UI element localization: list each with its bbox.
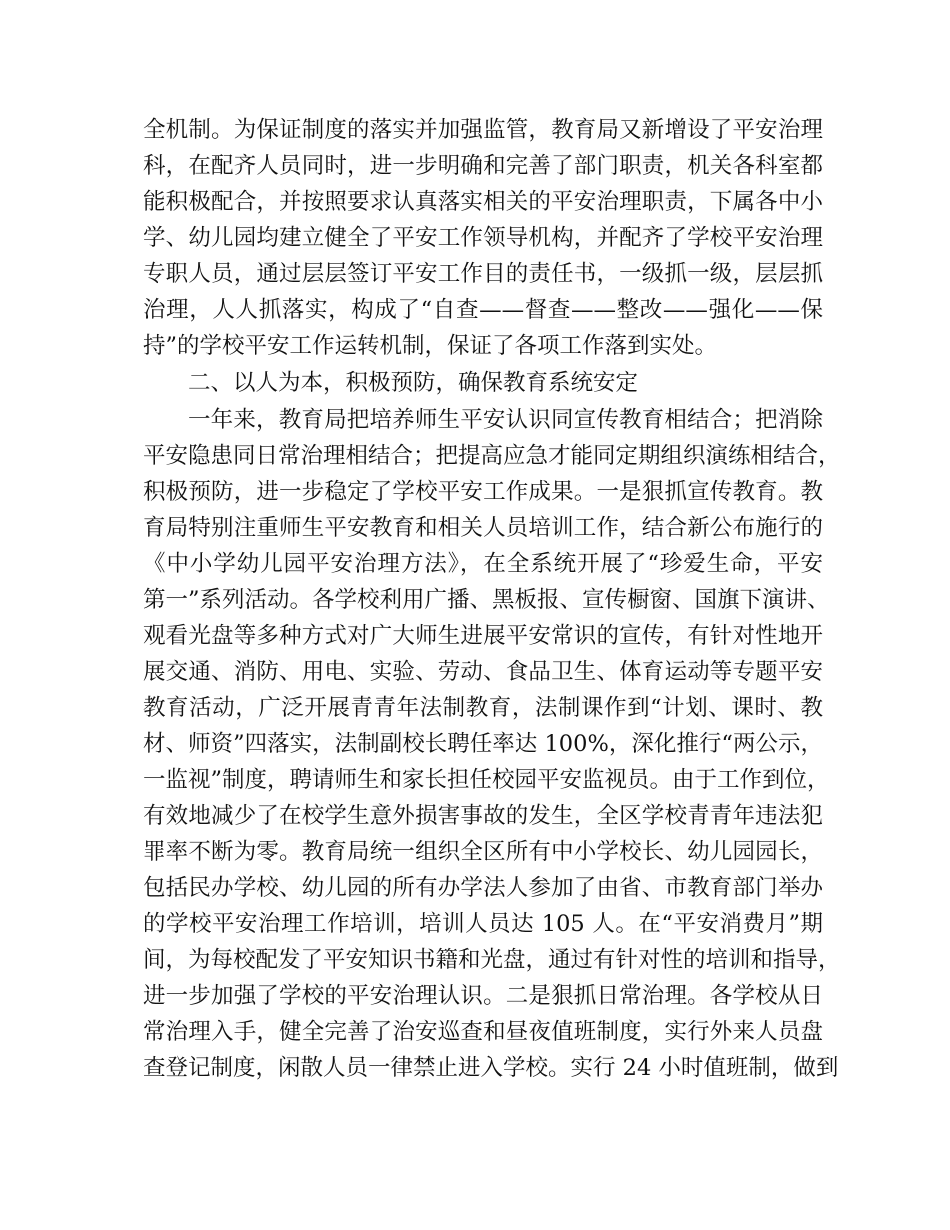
paragraph-line: 的学校平安治理工作培训，培训人员达 105 人。在“平安消费月”期 <box>143 911 823 937</box>
paragraph-line: 查登记制度，闲散人员一律禁止进入学校。实行 24 小时值班制，做到 <box>143 1055 839 1081</box>
paragraph-line: 一年来，教育局把培养师生平安认识同宣传教育相结合；把消除 <box>188 407 823 433</box>
paragraph-line: 进一步加强了学校的平安治理认识。二是狠抓日常治理。各学校从日 <box>143 983 823 1009</box>
paragraph-line: 间，为每校配发了平安知识书籍和光盘，通过有针对性的培训和指导， <box>143 947 841 973</box>
paragraph-line: 有效地减少了在校学生意外损害事故的发生，全区学校青青年违法犯 <box>143 803 823 829</box>
paragraph-line: 包括民办学校、幼儿园的所有办学法人参加了由省、市教育部门举办 <box>143 875 823 901</box>
paragraph-line: 育局特别注重师生平安教育和相关人员培训工作，结合新公布施行的 <box>143 515 823 541</box>
paragraph-line: 常治理入手，健全完善了治安巡查和昼夜值班制度，实行外来人员盘 <box>143 1019 823 1045</box>
paragraph-line: 全机制。为保证制度的落实并加强监管，教育局又新增设了平安治理 <box>143 117 823 143</box>
paragraph-line: 材、师资”四落实，法制副校长聘任率达 100%，深化推行“两公示， <box>143 731 823 757</box>
paragraph-line: 平安隐患同日常治理相结合；把提高应急才能同定期组织演练相结合， <box>143 443 841 469</box>
paragraph-line: 治理，人人抓落实，构成了“自查——督查——整改——强化——保 <box>143 297 823 323</box>
paragraph-line: 能积极配合，并按照要求认真落实相关的平安治理职责，下属各中小 <box>143 189 823 215</box>
paragraph-line: 展交通、消防、用电、实验、劳动、食品卫生、体育运动等专题平安 <box>143 659 823 685</box>
paragraph-line: 第一”系列活动。各学校利用广播、黑板报、宣传橱窗、国旗下演讲、 <box>143 587 830 613</box>
paragraph-line: 《中小学幼儿园平安治理方法》，在全系统开展了“珍爱生命，平安 <box>143 551 823 577</box>
paragraph-line: 积极预防，进一步稳定了学校平安工作成果。一是狠抓宣传教育。教 <box>143 479 823 505</box>
paragraph-line: 教育活动，广泛开展青青年法制教育，法制课作到“计划、课时、教 <box>143 695 823 721</box>
paragraph-line: 一监视”制度，聘请师生和家长担任校园平安监视员。由于工作到位， <box>143 767 830 793</box>
paragraph-line: 科，在配齐人员同时，进一步明确和完善了部门职责，机关各科室都 <box>143 153 823 179</box>
paragraph-line: 学、幼儿园均建立健全了平安工作领导机构，并配齐了学校平安治理 <box>143 225 823 251</box>
section-heading: 二、以人为本，积极预防，确保教育系统安定 <box>188 370 639 396</box>
paragraph-line: 观看光盘等多种方式对广大师生进展平安常识的宣传，有针对性地开 <box>143 623 823 649</box>
paragraph-line: 罪率不断为零。教育局统一组织全区所有中小学校长、幼儿园园长， <box>143 839 823 865</box>
paragraph-line: 专职人员，通过层层签订平安工作目的责任书，一级抓一级，层层抓 <box>143 261 823 287</box>
paragraph-line: 持”的学校平安工作运转机制，保证了各项工作落到实处。 <box>143 333 718 359</box>
